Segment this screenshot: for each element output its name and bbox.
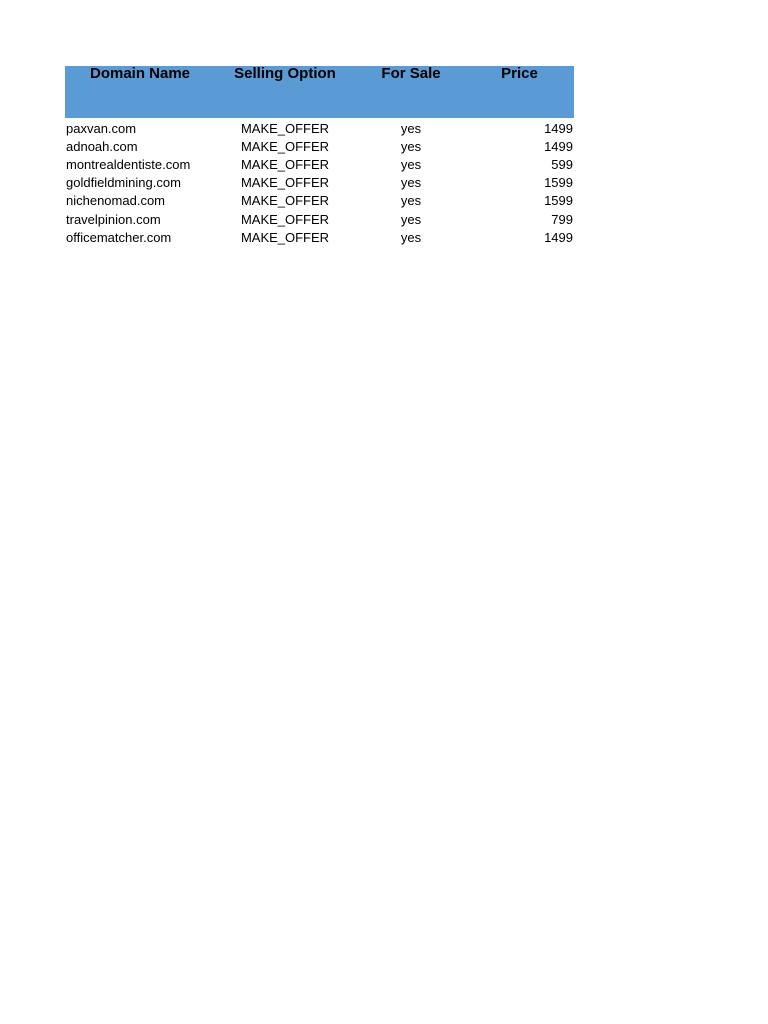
cell-domain: travelpinion.com <box>66 211 161 227</box>
cell-price: 1599 <box>544 175 573 191</box>
header-for-sale: For Sale <box>381 65 441 82</box>
cell-selling-option: MAKE_OFFER <box>240 156 330 172</box>
header-price: Price <box>501 65 538 82</box>
cell-for-sale: yes <box>400 193 422 209</box>
table-row <box>65 137 574 155</box>
cell-domain: nichenomad.com <box>66 193 165 209</box>
cell-selling-option: MAKE_OFFER <box>240 138 330 154</box>
table-row <box>65 210 574 228</box>
table-header <box>65 66 574 118</box>
table-row <box>65 192 574 210</box>
header-domain-name: Domain Name <box>89 65 191 82</box>
cell-price: 1499 <box>544 229 573 245</box>
table-row <box>65 174 574 192</box>
cell-domain: adnoah.com <box>66 138 138 154</box>
cell-for-sale: yes <box>400 120 422 136</box>
cell-price: 599 <box>551 156 573 172</box>
header-selling-option: Selling Option <box>234 65 336 82</box>
table-row <box>65 228 574 246</box>
cell-for-sale: yes <box>400 211 422 227</box>
cell-for-sale: yes <box>400 138 422 154</box>
table-body <box>65 119 574 246</box>
cell-for-sale: yes <box>400 229 422 245</box>
cell-price: 1499 <box>544 138 573 154</box>
cell-selling-option: MAKE_OFFER <box>240 229 330 245</box>
table-row <box>65 155 574 173</box>
domain-table <box>65 66 574 246</box>
cell-selling-option: MAKE_OFFER <box>240 211 330 227</box>
cell-for-sale: yes <box>400 175 422 191</box>
cell-price: 799 <box>551 211 573 227</box>
cell-domain: montrealdentiste.com <box>66 156 191 172</box>
cell-selling-option: MAKE_OFFER <box>240 120 330 136</box>
cell-selling-option: MAKE_OFFER <box>240 175 330 191</box>
cell-domain: officematcher.com <box>66 229 172 245</box>
table-row <box>65 119 574 137</box>
cell-domain: paxvan.com <box>66 120 137 136</box>
cell-for-sale: yes <box>400 156 422 172</box>
cell-price: 1599 <box>544 193 573 209</box>
cell-selling-option: MAKE_OFFER <box>240 193 330 209</box>
cell-domain: goldfieldmining.com <box>66 175 181 191</box>
cell-price: 1499 <box>544 120 573 136</box>
